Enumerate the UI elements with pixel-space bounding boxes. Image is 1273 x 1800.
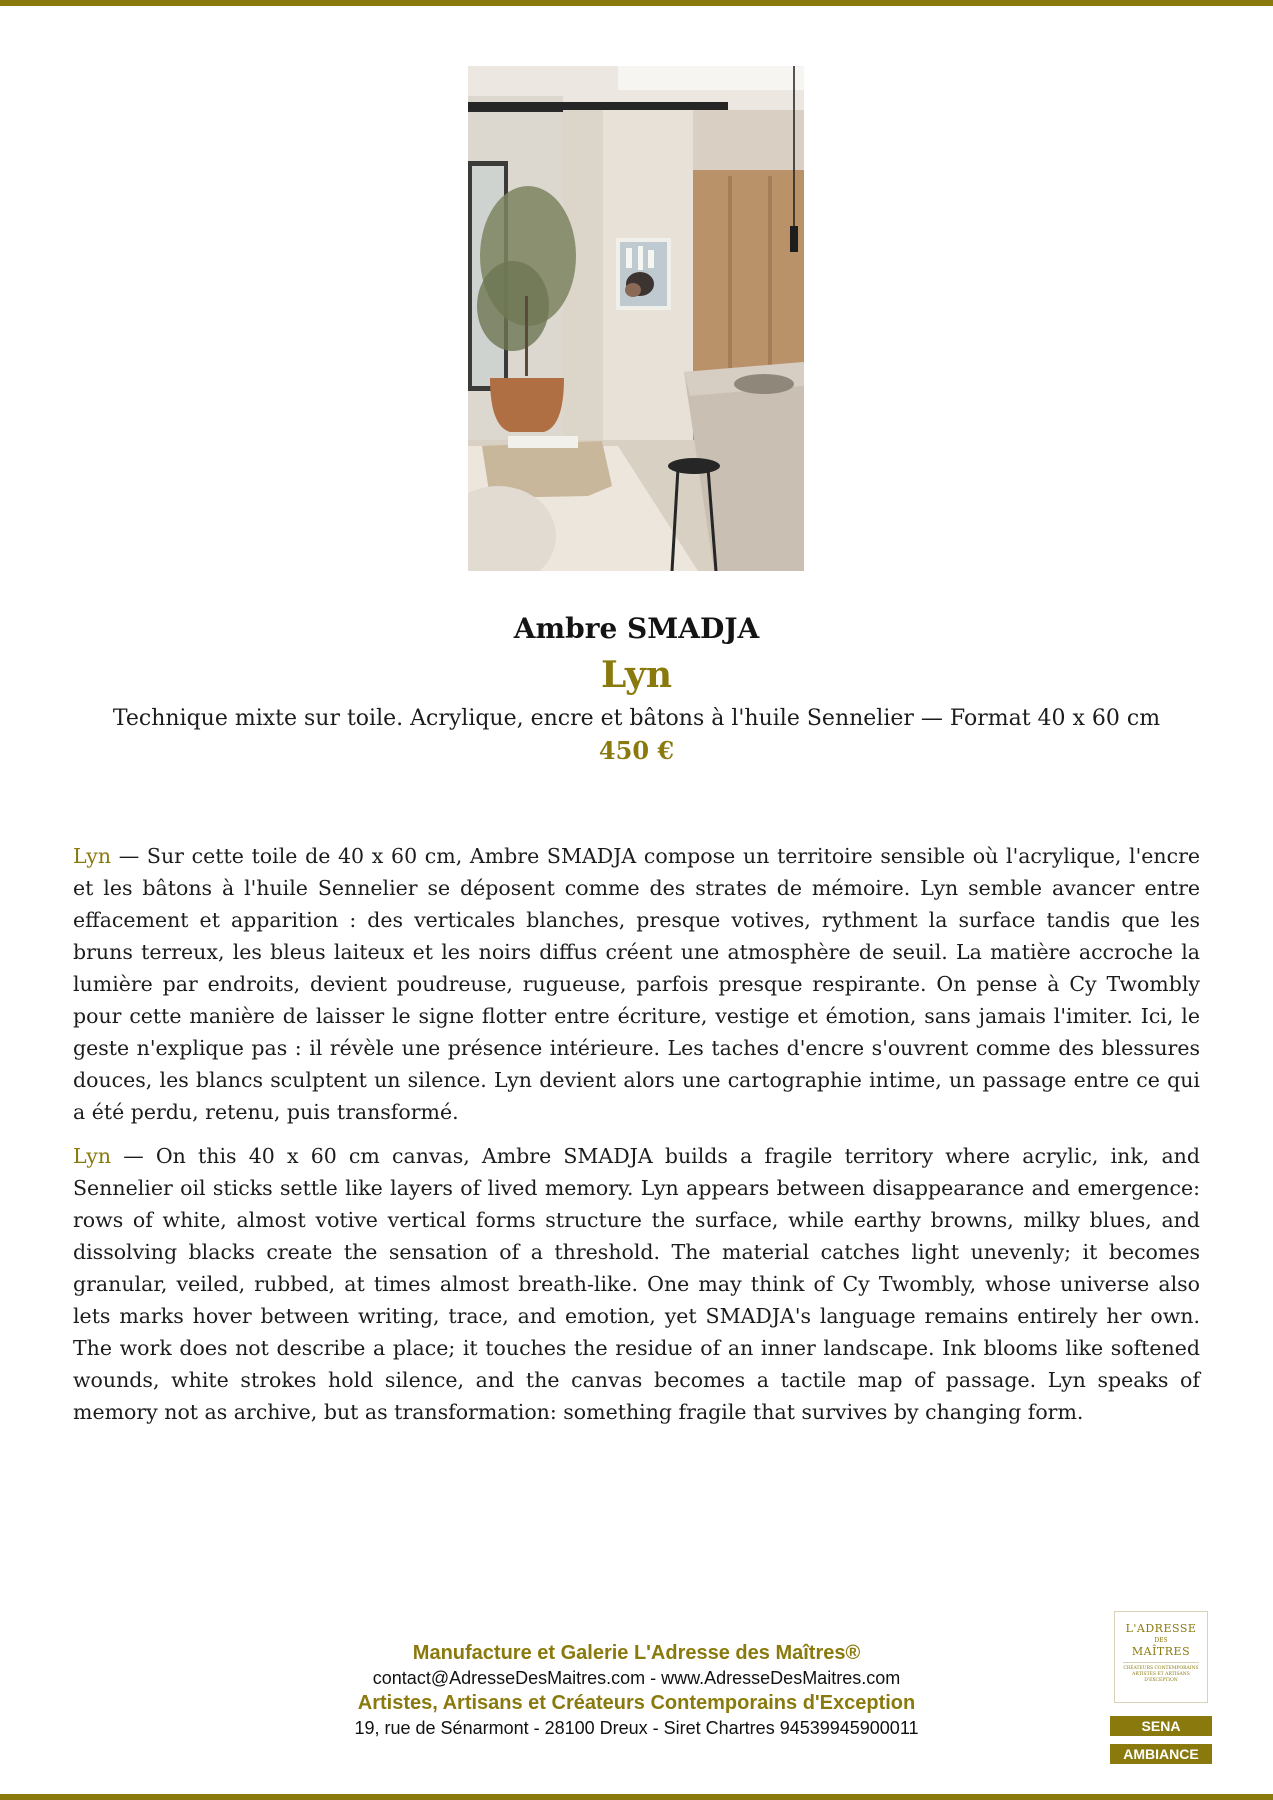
description-en-lead: Lyn: [73, 1144, 112, 1168]
footer-address: 19, rue de Sénarmont - 28100 Dreux - Siret Chartres 94539945900011: [354, 1718, 919, 1738]
ambiance-badge: AMBIANCE: [1110, 1744, 1212, 1764]
logo-line-3: MAÎTRES: [1131, 1645, 1191, 1658]
description: [73, 840, 1200, 1440]
sena-badge: SENA: [1110, 1716, 1212, 1736]
artist-name: Ambre SMADJA: [513, 612, 760, 645]
bottom-border: [0, 1794, 1273, 1800]
description-fr-lead: Lyn: [73, 844, 112, 868]
top-border: [0, 0, 1273, 6]
gallery-logo: [1114, 1611, 1208, 1703]
footer-gallery-name: Manufacture et Galerie L'Adresse des Maîtres®: [412, 1642, 861, 1664]
artwork-price: 450 €: [598, 736, 675, 765]
artwork-in-interior-photo: [468, 66, 804, 571]
footer-tagline: Artistes, Artisans et Créateurs Contemporains d'Exception: [357, 1692, 916, 1714]
description-fr-text: — Sur cette toile de 40 x 60 cm, Ambre SMADJA compose un territoire sensible où l'acrylique, l'encre et les bâtons à l'huile Sennelier se déposent comme des strates de mémoire. Lyn semble avancer entre effacement et apparition : des verticales blanches, presque votives, rythment la surface tandis que les bruns terreux, les bleus laiteux et les noirs diffus créent une atmosphère de seuil. La matière accroche la lumière par endroits, devient poudreuse, rugueuse, parfois presque respirante. On pense à Cy Twombly pour cette manière de laisser le signe flotter entre écriture, vestige et émotion, sans jamais l'imiter. Ici, le geste n'explique pas : il révèle une présence intérieure. Les taches d'encre s'ouvrent comme des blessures douces, les blancs sculptent un silence. Lyn devient alors une cartographie intime, un passage entre ce qui a été perdu, retenu, puis transformé.: [73, 844, 1200, 1124]
logo-line-1: L'ADRESSE: [1125, 1622, 1197, 1635]
logo-line-4: CRÉATEURS CONTEMPORAINS ARTISTES ET ARTISANS D'EXCEPTION: [1123, 1666, 1199, 1683]
description-fr: [73, 840, 1200, 1128]
description-en-text: — On this 40 x 60 cm canvas, Ambre SMADJA builds a fragile territory where acrylic, ink, and Sennelier oil sticks settle like layers of lived memory. Lyn appears between disappearance and emergence: rows of white, almost votive vertical forms structure the surface, while earthy browns, milky blues, and dissolving blacks create the sensation of a threshold. The material catches light unevenly; it becomes granular, veiled, rubbed, at times almost breath-like. One may think of Cy Twombly, whose universe also lets marks hover between writing, trace, and emotion, yet SMADJA's language remains entirely her own. The work does not describe a place; it touches the residue of an inner landscape. Ink blooms like softened wounds, white strokes hold silence, and the canvas becomes a tactile map of passage. Lyn speaks of memory not as archive, but as transformation: something fragile that survives by changing form.: [73, 1144, 1200, 1424]
logo-divider: [1123, 1662, 1199, 1663]
logo-line-2: DES: [1154, 1637, 1168, 1644]
artwork-title: Lyn: [600, 654, 673, 696]
footer-contact: contact@AdresseDesMaitres.com - www.AdresseDesMaitres.com: [372, 1668, 901, 1688]
artwork-technique: Technique mixte sur toile. Acrylique, encre et bâtons à l'huile Sennelier — Format 40 x 60 cm: [112, 706, 1161, 731]
description-en: [73, 1140, 1200, 1428]
footer: [0, 1640, 1273, 1740]
